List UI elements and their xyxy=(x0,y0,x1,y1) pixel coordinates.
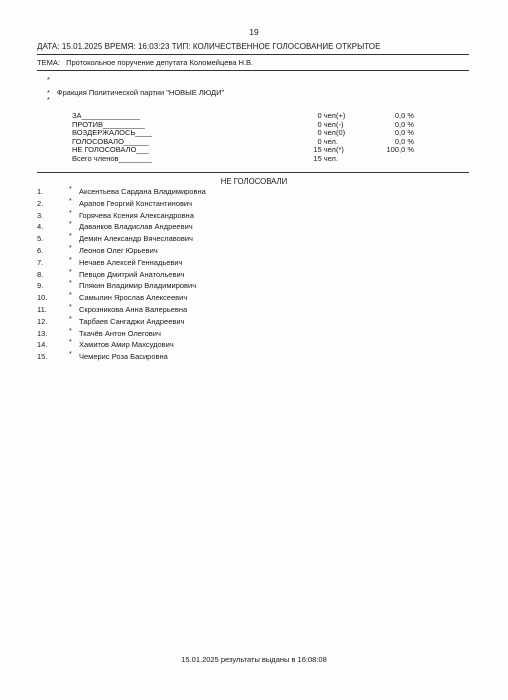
stat-row-not-voted xyxy=(72,145,414,155)
list-item-number: 3. xyxy=(37,210,44,220)
list-item-bullet: * xyxy=(69,268,72,276)
stat-percent: 0,0 % xyxy=(394,119,414,129)
list-item-name: Певцов Дмитрий Анатольевич xyxy=(79,269,185,279)
list-item-number: 10. xyxy=(37,293,48,303)
list-item-name: Леонов Олег Юрьевич xyxy=(79,245,158,255)
star-marker: * xyxy=(47,77,50,84)
stat-count: 15 чел. xyxy=(313,153,338,163)
list-item-number: 1. xyxy=(37,187,44,196)
list-item xyxy=(37,258,457,270)
list-item xyxy=(37,234,457,246)
stat-count: 0 чел. xyxy=(317,119,338,129)
list-item-bullet: * xyxy=(69,315,72,323)
list-item-bullet: * xyxy=(69,209,72,217)
list-item xyxy=(37,270,457,282)
list-item-number: 8. xyxy=(37,269,44,279)
list-item xyxy=(37,329,457,341)
topic-label: ТЕМА: xyxy=(37,58,60,67)
stat-sign: (0) xyxy=(336,128,346,138)
list-item-name: Демин Александр Вячеславович xyxy=(79,234,193,244)
faction-name: Фракция Политической партии "НОВЫЕ ЛЮДИ" xyxy=(56,88,225,97)
list-item-bullet: * xyxy=(69,292,72,300)
list-item xyxy=(37,199,457,211)
topic-text: Протокольное поручение депутата Коломейцева Н.В. xyxy=(66,58,254,67)
header-divider xyxy=(37,54,469,55)
list-item-bullet: * xyxy=(69,244,72,252)
list-item-number: 14. xyxy=(37,340,48,350)
stat-label: Всего членов________ xyxy=(72,153,152,163)
list-item xyxy=(37,293,457,305)
list-item xyxy=(37,187,457,199)
stat-count: 0 чел. xyxy=(317,111,338,120)
star-marker: * xyxy=(47,97,50,104)
list-item-name: Даванков Владислав Андреевич xyxy=(79,222,193,232)
list-item-number: 4. xyxy=(37,222,44,232)
list-item-bullet: * xyxy=(69,339,72,347)
topic-line xyxy=(37,58,253,67)
list-item-bullet: * xyxy=(69,197,72,205)
stat-label: ВОЗДЕРЖАЛОСЬ____ xyxy=(72,128,152,138)
header-line xyxy=(37,42,380,51)
list-item-name: Арапов Георгий Константинович xyxy=(79,198,193,208)
list-item-number: 2. xyxy=(37,198,44,208)
list-item-bullet: * xyxy=(69,327,72,335)
list-item-number: 5. xyxy=(37,234,44,244)
list-item-bullet: * xyxy=(69,233,72,241)
list-item-bullet: * xyxy=(69,186,72,193)
list-item xyxy=(37,305,457,317)
stat-label: НЕ ГОЛОСОВАЛО___ xyxy=(72,145,149,155)
list-item xyxy=(37,281,457,293)
stat-row-voted xyxy=(72,136,414,146)
list-item-number: 15. xyxy=(37,352,48,362)
list-item-number: 11. xyxy=(37,304,47,314)
stat-label: ПРОТИВ__________ xyxy=(72,119,145,129)
topic-divider xyxy=(37,70,469,71)
list-item-name: Чемерис Роза Басировна xyxy=(79,352,168,362)
stat-count: 0 чел. xyxy=(317,136,338,146)
list-item-number: 7. xyxy=(37,257,44,267)
stat-count: 0 чел. xyxy=(317,128,338,138)
stats-divider xyxy=(37,172,469,173)
not-voted-list xyxy=(37,187,457,364)
stat-row-abstained xyxy=(72,128,414,138)
type-label: ТИП: xyxy=(171,42,191,51)
list-item-name: Самылин Ярослав Алексеевич xyxy=(79,293,188,303)
list-item xyxy=(37,317,457,329)
list-item-number: 9. xyxy=(37,281,44,291)
stat-row-total xyxy=(72,154,372,163)
time-label: ВРЕМЯ: xyxy=(104,42,136,51)
date-value: 15.01.2025 xyxy=(61,42,103,51)
list-item xyxy=(37,352,457,364)
stat-label: ГОЛОСОВАЛО______ xyxy=(72,136,149,146)
stat-percent: 0,0 % xyxy=(394,128,414,138)
list-item-name: Плякин Владимир Владимирович xyxy=(79,281,197,291)
stat-sign: (-) xyxy=(336,119,344,129)
stat-sign: (*) xyxy=(336,145,344,155)
vote-stats xyxy=(72,111,414,163)
faction-line xyxy=(47,88,224,97)
list-item-name: Тарбаев Сангаджи Андреевич xyxy=(79,316,185,326)
list-item xyxy=(37,222,457,234)
stat-label: ЗА______________ xyxy=(72,111,140,120)
type-value: КОЛИЧЕСТВЕННОЕ ГОЛОСОВАНИЕ ОТКРЫТОЕ xyxy=(192,42,381,51)
stat-sign: (+) xyxy=(336,111,346,120)
list-item-name: Скрозникова Анна Валерьевна xyxy=(79,304,188,314)
list-item-bullet: * xyxy=(69,351,72,359)
page-number: 19 xyxy=(249,27,259,37)
list-item-bullet: * xyxy=(69,221,72,229)
list-item xyxy=(37,246,457,258)
list-item-bullet: * xyxy=(69,303,72,311)
list-item-name: Нечаев Алексей Геннадьевич xyxy=(79,257,183,267)
section-title: НЕ ГОЛОСОВАЛИ xyxy=(220,177,288,186)
list-item xyxy=(37,340,457,352)
list-item-number: 6. xyxy=(37,245,44,255)
list-item-number: 12. xyxy=(37,316,48,326)
list-item-name: Ткачёв Антон Олегович xyxy=(79,328,161,338)
list-item-name: Хамитов Амир Махсудович xyxy=(79,340,174,350)
list-item-bullet: * xyxy=(69,256,72,264)
list-item-name: Горячева Ксения Александровна xyxy=(79,210,194,220)
stat-row-for xyxy=(72,111,414,120)
stat-percent: 100,0 % xyxy=(386,145,414,155)
star-marker: * xyxy=(47,88,50,97)
list-item-bullet: * xyxy=(69,280,72,288)
list-item-name: Аксентьева Сардана Владимировна xyxy=(79,187,206,196)
list-item-number: 13. xyxy=(37,328,48,338)
list-item xyxy=(37,211,457,223)
time-value: 16:03:23 xyxy=(137,42,170,51)
footer-timestamp: 15.01.2025 результаты выданы в 16:08:08 xyxy=(181,655,327,664)
stat-percent: 0,0 % xyxy=(394,136,414,146)
stat-percent: 0,0 % xyxy=(394,111,414,120)
stat-count: 15 чел. xyxy=(313,145,338,155)
stat-row-against xyxy=(72,119,414,129)
date-label: ДАТА: xyxy=(37,42,60,51)
